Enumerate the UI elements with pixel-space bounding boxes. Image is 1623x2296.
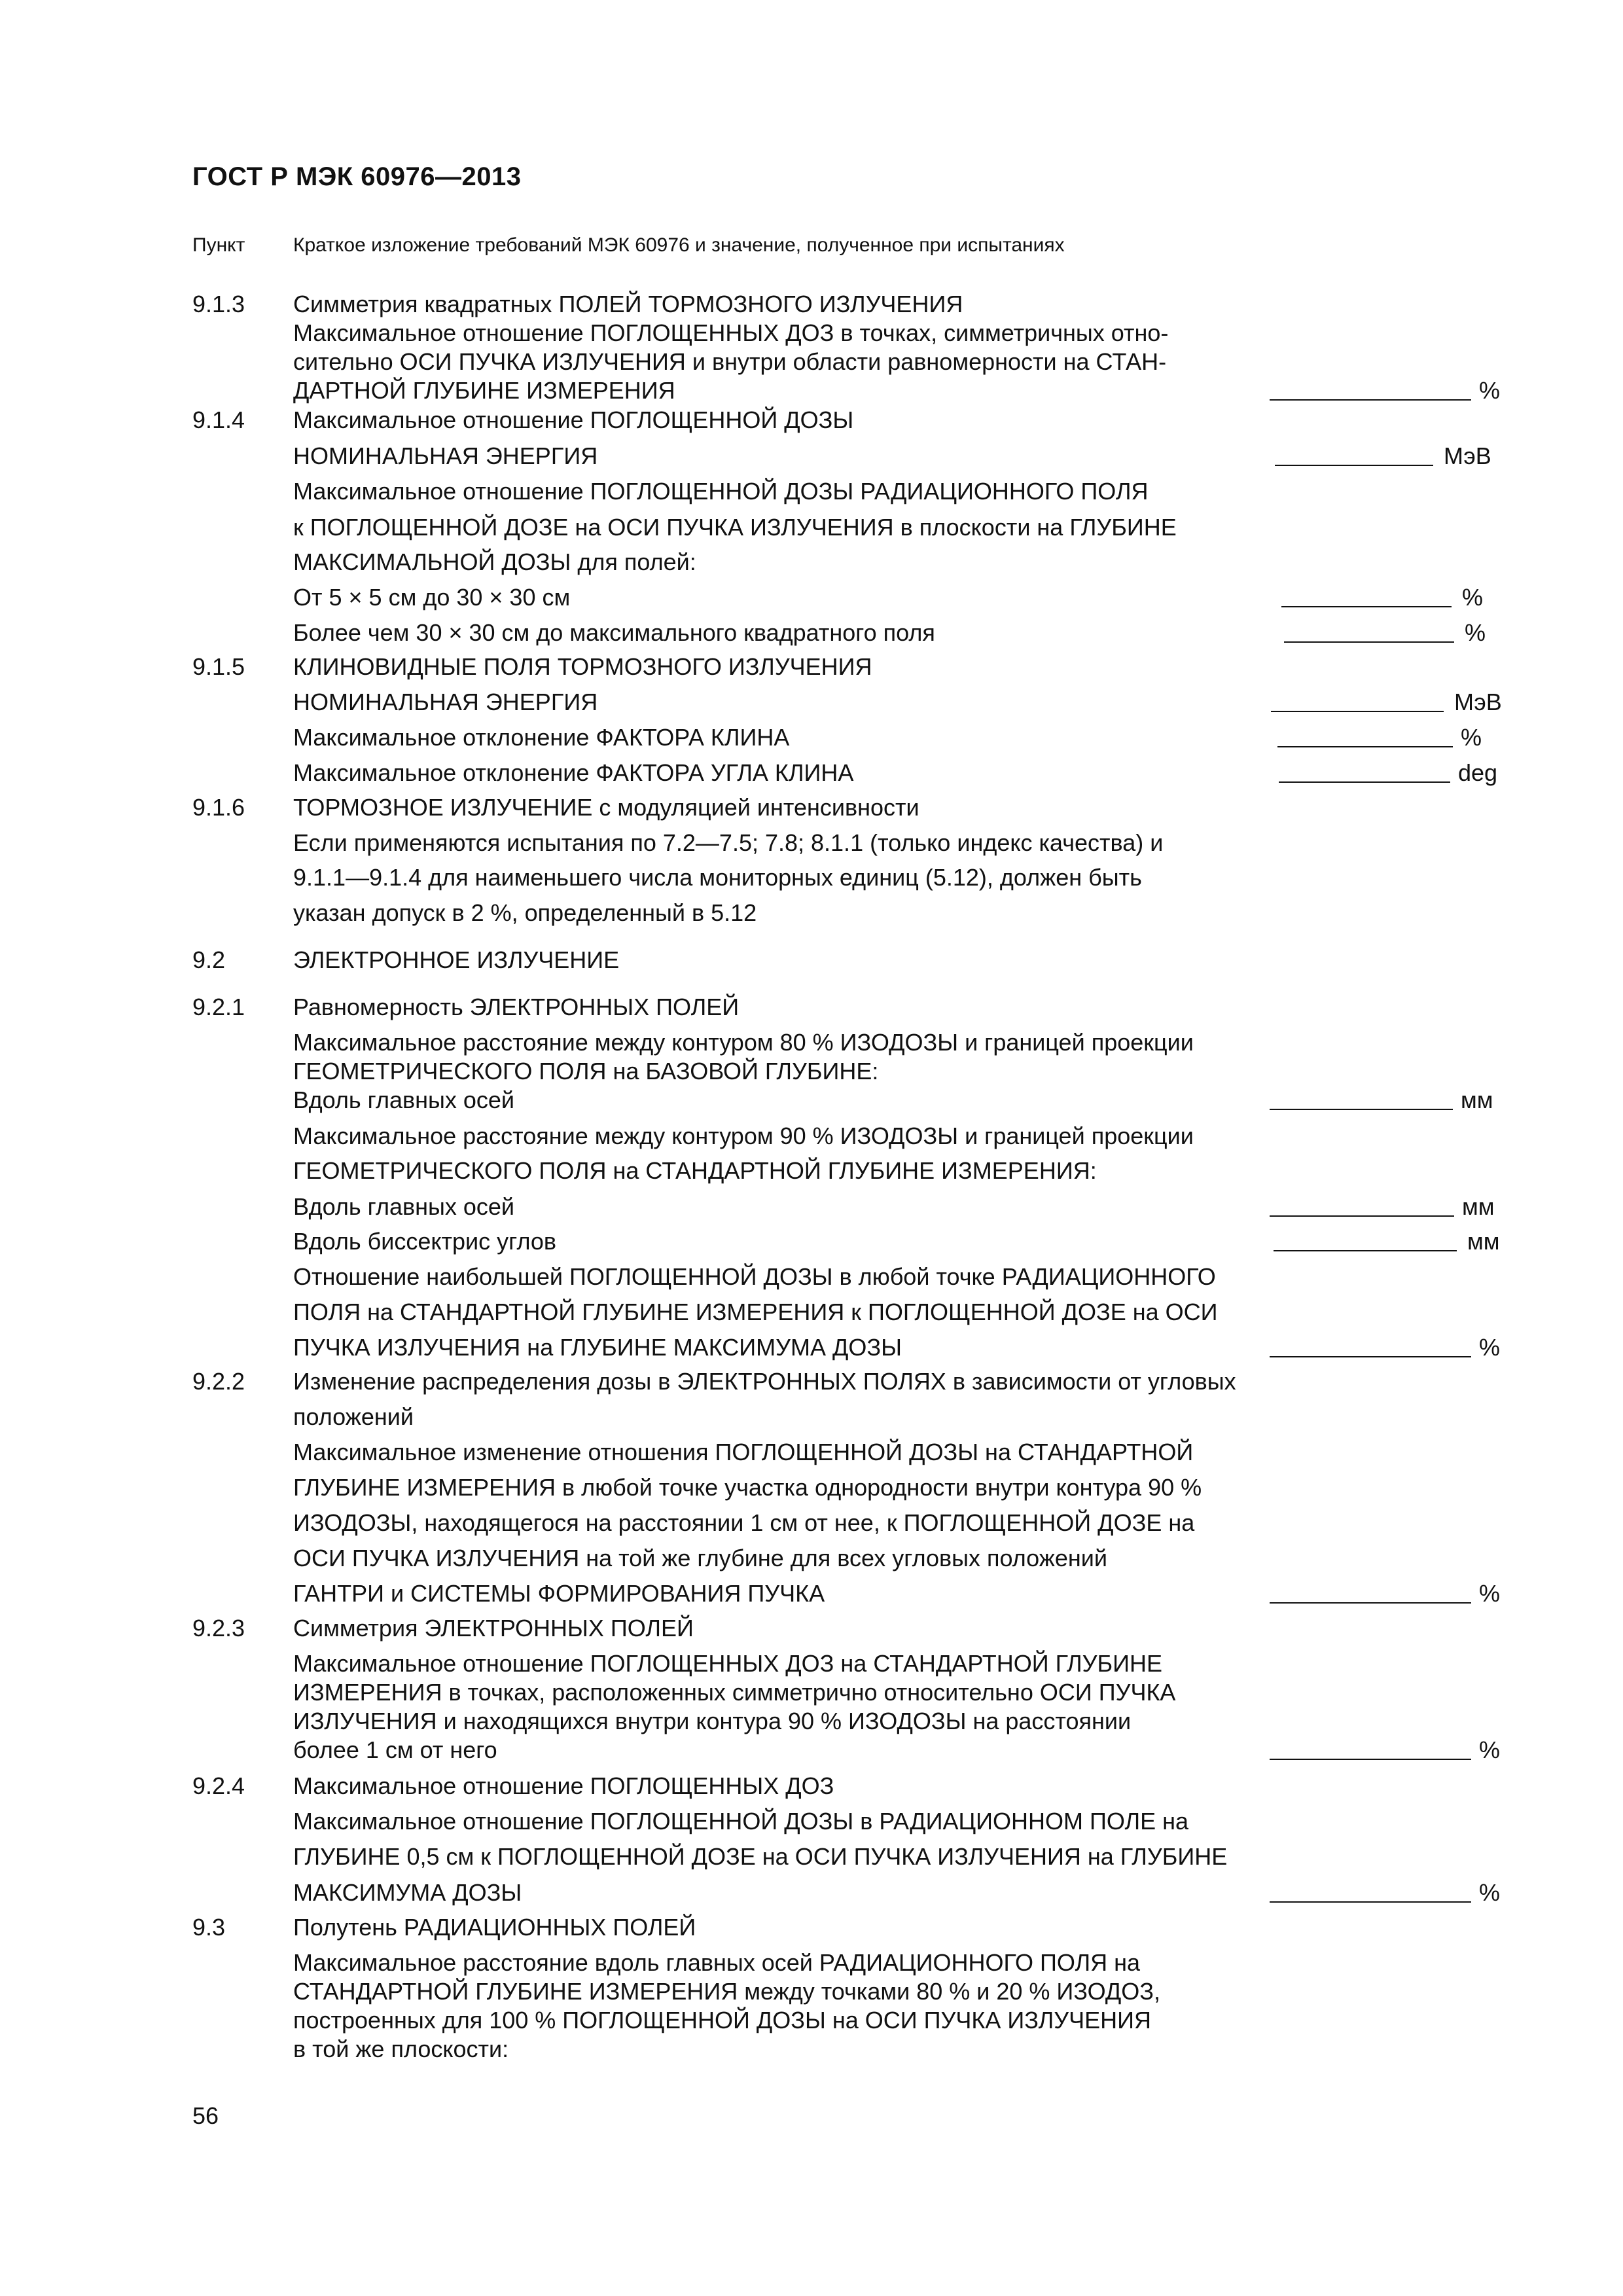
- clause-number: 9.2.4: [192, 1772, 245, 1799]
- clause-text-line: МАКСИМУМА ДОЗЫ: [293, 1879, 522, 1906]
- clause-text-line: Максимальное отношение ПОГЛОЩЕННЫХ ДОЗ в точках, симметричных отно-: [293, 319, 1169, 346]
- document-title: ГОСТ Р МЭК 60976—2013: [192, 162, 522, 191]
- value-blank-line: [1274, 1250, 1457, 1251]
- clause-number: 9.3: [192, 1914, 226, 1941]
- value-blank-line: [1277, 746, 1453, 747]
- clause-text-line: в той же плоскости:: [293, 2036, 509, 2062]
- clause-text-line: Изменение распределения дозы в ЭЛЕКТРОННЫХ ПОЛЯХ в зависимости от угловых: [293, 1368, 1236, 1395]
- value-blank-line: [1279, 781, 1450, 783]
- value-blank-line: [1281, 606, 1452, 607]
- clause-text-line: Полутень РАДИАЦИОННЫХ ПОЛЕЙ: [293, 1914, 696, 1941]
- clause-number: 9.1.4: [192, 406, 245, 433]
- value-blank-line: [1270, 1602, 1471, 1604]
- clause-text-line: Равномерность ЭЛЕКТРОННЫХ ПОЛЕЙ: [293, 994, 740, 1020]
- value-unit: %: [1479, 1736, 1501, 1763]
- clause-number: 9.2.2: [192, 1368, 245, 1395]
- value-blank-line: [1271, 711, 1444, 712]
- clause-text-line: ИЗМЕРЕНИЯ в точках, расположенных симметрично относительно ОСИ ПУЧКА: [293, 1679, 1176, 1706]
- value-unit: %: [1479, 1334, 1501, 1361]
- clause-text-line: Максимальное расстояние вдоль главных осей РАДИАЦИОННОГО ПОЛЯ на: [293, 1949, 1140, 1976]
- clause-text-line: ГАНТРИ и СИСТЕМЫ ФОРМИРОВАНИЯ ПУЧКА: [293, 1580, 825, 1607]
- clause-text-line: СТАНДАРТНОЙ ГЛУБИНЕ ИЗМЕРЕНИЯ между точками 80 % и 20 % ИЗОДОЗ,: [293, 1978, 1160, 2005]
- value-unit: мм: [1462, 1193, 1495, 1220]
- clause-text-line: Максимальное изменение отношения ПОГЛОЩЕННОЙ ДОЗЫ на СТАНДАРТНОЙ: [293, 1439, 1194, 1465]
- value-blank-line: [1270, 1215, 1454, 1217]
- clause-text-line: Вдоль главных осей: [293, 1086, 515, 1113]
- clause-text-line: построенных для 100 % ПОГЛОЩЕННОЙ ДОЗЫ на ОСИ ПУЧКА ИЗЛУЧЕНИЯ: [293, 2007, 1151, 2034]
- clause-text-line: указан допуск в 2 %, определенный в 5.12: [293, 899, 757, 926]
- clause-text-line: ГЕОМЕТРИЧЕСКОГО ПОЛЯ на СТАНДАРТНОЙ ГЛУБИНЕ ИЗМЕРЕНИЯ:: [293, 1157, 1097, 1184]
- clause-text-line: ОСИ ПУЧКА ИЗЛУЧЕНИЯ на той же глубине для всех угловых положений: [293, 1545, 1107, 1571]
- clause-text-line: 9.1.1—9.1.4 для наименьшего числа мониторных единиц (5.12), должен быть: [293, 864, 1142, 891]
- clause-text-line: Симметрия ЭЛЕКТРОННЫХ ПОЛЕЙ: [293, 1615, 694, 1641]
- clause-text-line: Максимальное расстояние между контуром 90 % ИЗОДОЗЫ и границей проекции: [293, 1122, 1194, 1149]
- value-unit: МэВ: [1444, 442, 1491, 469]
- clause-text-line: ГЛУБИНЕ ИЗМЕРЕНИЯ в любой точке участка однородности внутри контура 90 %: [293, 1474, 1202, 1501]
- value-unit: мм: [1467, 1228, 1500, 1255]
- clause-number: 9.2: [192, 946, 226, 973]
- clause-number: 9.2.1: [192, 994, 245, 1020]
- clause-text-line: ИЗОДОЗЫ, находящегося на расстоянии 1 см от нее, к ПОГЛОЩЕННОЙ ДОЗЕ на: [293, 1509, 1195, 1536]
- value-blank-line: [1275, 465, 1433, 466]
- value-unit: deg: [1458, 759, 1498, 786]
- clause-text-line: Максимальное расстояние между контуром 80 % ИЗОДОЗЫ и границей проекции: [293, 1029, 1194, 1056]
- clause-text-line: ТОРМОЗНОЕ ИЗЛУЧЕНИЕ с модуляцией интенсивности: [293, 794, 919, 821]
- clause-text-line: ЭЛЕКТРОННОЕ ИЗЛУЧЕНИЕ: [293, 946, 620, 973]
- column-header-summary: Краткое изложение требований МЭК 60976 и значение, полученное при испытаниях: [293, 234, 1065, 256]
- clause-text-line: Максимальное отклонение ФАКТОРА КЛИНА: [293, 724, 790, 751]
- clause-text-line: сительно ОСИ ПУЧКА ИЗЛУЧЕНИЯ и внутри области равномерности на СТАН-: [293, 348, 1167, 375]
- clause-text-line: Максимальное отношение ПОГЛОЩЕННОЙ ДОЗЫ: [293, 406, 854, 433]
- value-blank-line: [1270, 1109, 1453, 1110]
- clause-number: 9.1.6: [192, 794, 245, 821]
- clause-text-line: Максимальное отношение ПОГЛОЩЕННОЙ ДОЗЫ в РАДИАЦИОННОМ ПОЛЕ на: [293, 1808, 1188, 1835]
- clause-text-line: МАКСИМАЛЬНОЙ ДОЗЫ для полей:: [293, 548, 696, 575]
- clause-text-line: Если применяются испытания по 7.2—7.5; 7.8; 8.1.1 (только индекс качества) и: [293, 829, 1164, 856]
- clause-text-line: ГЕОМЕТРИЧЕСКОГО ПОЛЯ на БАЗОВОЙ ГЛУБИНЕ:: [293, 1058, 879, 1085]
- clause-text-line: Отношение наибольшей ПОГЛОЩЕННОЙ ДОЗЫ в любой точке РАДИАЦИОННОГО: [293, 1263, 1216, 1290]
- clause-text-line: НОМИНАЛЬНАЯ ЭНЕРГИЯ: [293, 689, 598, 715]
- value-blank-line: [1270, 399, 1471, 401]
- clause-number: 9.2.3: [192, 1615, 245, 1641]
- value-unit: %: [1479, 377, 1501, 404]
- value-unit: %: [1461, 724, 1482, 751]
- clause-text-line: От 5 × 5 см до 30 × 30 см: [293, 584, 571, 611]
- clause-text-line: Вдоль биссектрис углов: [293, 1228, 557, 1255]
- clause-text-line: Более чем 30 × 30 см до максимального квадратного поля: [293, 619, 935, 646]
- clause-text-line: Вдоль главных осей: [293, 1193, 515, 1220]
- value-unit: %: [1479, 1879, 1501, 1906]
- clause-text-line: Максимальное отношение ПОГЛОЩЕННЫХ ДОЗ: [293, 1772, 834, 1799]
- clause-text-line: КЛИНОВИДНЫЕ ПОЛЯ ТОРМОЗНОГО ИЗЛУЧЕНИЯ: [293, 653, 872, 680]
- clause-text-line: Максимальное отклонение ФАКТОРА УГЛА КЛИНА: [293, 759, 854, 786]
- value-blank-line: [1270, 1356, 1471, 1357]
- value-unit: %: [1462, 584, 1484, 611]
- value-blank-line: [1270, 1901, 1471, 1903]
- clause-text-line: ДАРТНОЙ ГЛУБИНЕ ИЗМЕРЕНИЯ: [293, 377, 675, 404]
- value-unit: мм: [1461, 1086, 1493, 1113]
- value-unit: МэВ: [1454, 689, 1502, 715]
- clause-number: 9.1.3: [192, 291, 245, 317]
- page-number: 56: [192, 2102, 219, 2129]
- value-blank-line: [1284, 641, 1454, 643]
- clause-number: 9.1.5: [192, 653, 245, 680]
- clause-text-line: к ПОГЛОЩЕННОЙ ДОЗЕ на ОСИ ПУЧКА ИЗЛУЧЕНИЯ в плоскости на ГЛУБИНЕ: [293, 514, 1177, 541]
- clause-text-line: НОМИНАЛЬНАЯ ЭНЕРГИЯ: [293, 442, 598, 469]
- clause-text-line: Максимальное отношение ПОГЛОЩЕННЫХ ДОЗ на СТАНДАРТНОЙ ГЛУБИНЕ: [293, 1650, 1163, 1677]
- value-blank-line: [1270, 1759, 1471, 1760]
- value-unit: %: [1465, 619, 1486, 646]
- clause-text-line: положений: [293, 1403, 414, 1430]
- clause-text-line: ИЗЛУЧЕНИЯ и находящихся внутри контура 90 % ИЗОДОЗЫ на расстоянии: [293, 1708, 1132, 1734]
- clause-text-line: более 1 см от него: [293, 1736, 497, 1763]
- clause-text-line: Максимальное отношение ПОГЛОЩЕННОЙ ДОЗЫ РАДИАЦИОННОГО ПОЛЯ: [293, 478, 1149, 505]
- clause-text-line: Симметрия квадратных ПОЛЕЙ ТОРМОЗНОГО ИЗЛУЧЕНИЯ: [293, 291, 963, 317]
- clause-text-line: ГЛУБИНЕ 0,5 см к ПОГЛОЩЕННОЙ ДОЗЕ на ОСИ ПУЧКА ИЗЛУЧЕНИЯ на ГЛУБИНЕ: [293, 1843, 1228, 1870]
- clause-text-line: ПОЛЯ на СТАНДАРТНОЙ ГЛУБИНЕ ИЗМЕРЕНИЯ к ПОГЛОЩЕННОЙ ДОЗЕ на ОСИ: [293, 1299, 1218, 1325]
- clause-text-line: ПУЧКА ИЗЛУЧЕНИЯ на ГЛУБИНЕ МАКСИМУМА ДОЗЫ: [293, 1334, 902, 1361]
- value-unit: %: [1479, 1580, 1501, 1607]
- column-header-clause: Пункт: [192, 234, 245, 256]
